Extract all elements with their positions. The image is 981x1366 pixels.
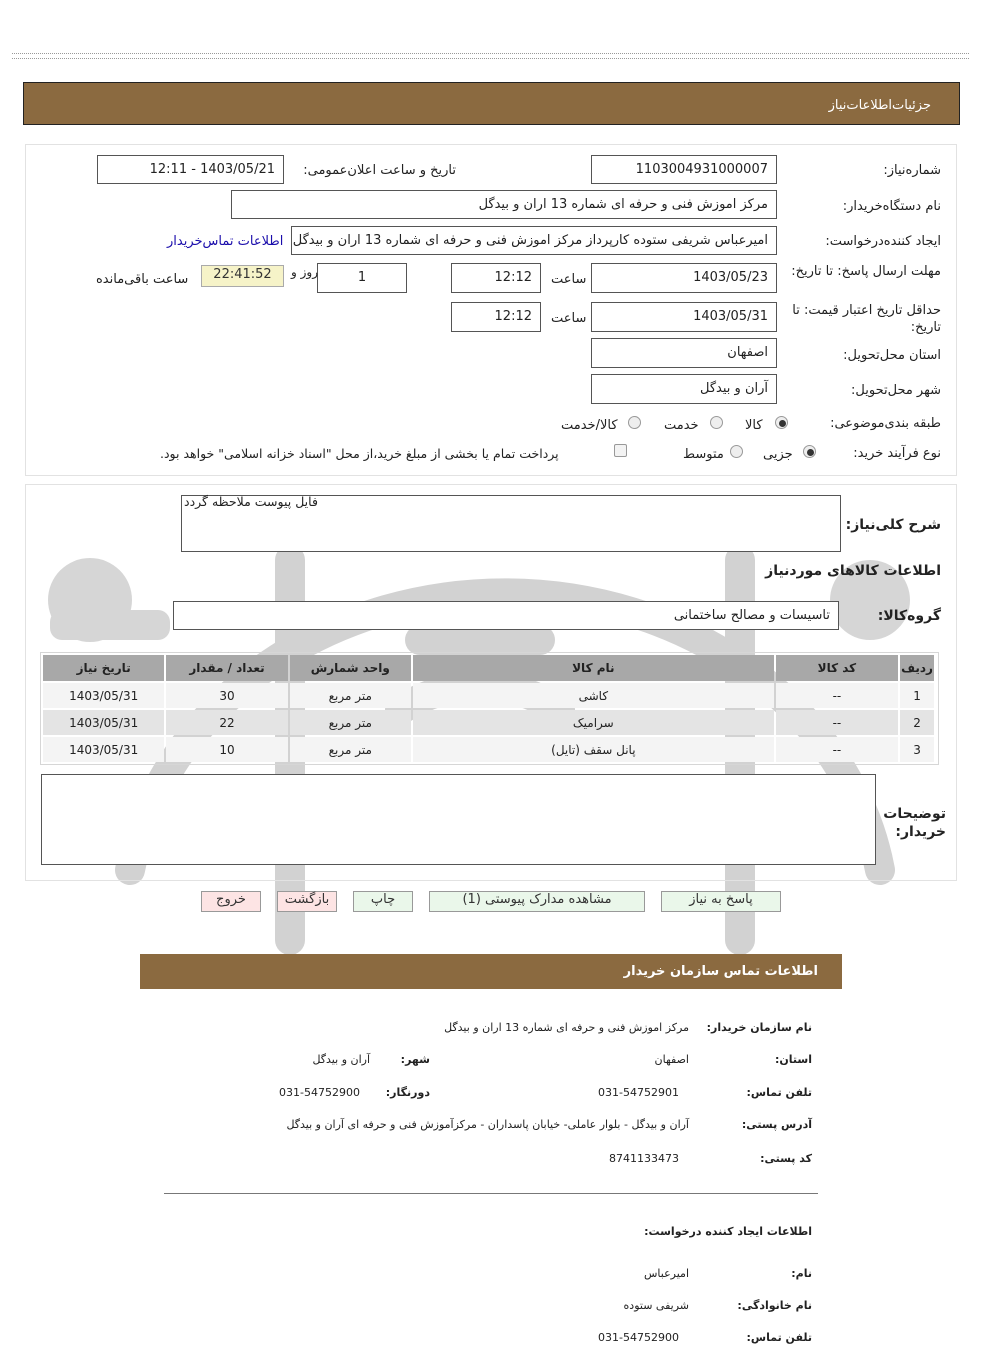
price-validity-time-field: 12:12 [451,302,541,332]
contact-fax-value: 031-54752900 [279,1086,360,1099]
col-need-date: تاریخ نیاز [43,655,164,681]
goods-table-wrapper [40,652,939,765]
contact-address-label: آدرس پستی: [741,1118,812,1131]
goods-table-header [43,655,934,681]
col-goods-name: نام کالا [413,655,774,681]
process-minor-radio[interactable] [803,445,816,458]
quantity-cell: 10 [166,737,287,762]
creator-name-label: نام: [791,1267,812,1280]
contact-phone-value: 031-54752901 [598,1086,679,1099]
view-attachments-button[interactable]: مشاهده مدارک پیوستی (1) [429,891,645,912]
request-creator-field: امیرعباس شریفی ستوده کارپرداز مرکز اموزش فنی و حرفه ای شماره 13 اران و بیدگل [291,226,777,255]
need-date-cell: 1403/05/31 [43,737,164,762]
contact-phone-label: تلفن تماس: [746,1086,812,1099]
goods-code-cell: -- [776,710,898,735]
category-goods-label: کالا [745,418,763,433]
category-goods-service-label: کالا/خدمت [561,418,618,433]
announce-datetime-field: 1403/05/21 - 12:11 [97,155,284,184]
price-validity-time-label: ساعت [551,311,587,326]
reply-deadline-time-label: ساعت [551,272,587,287]
col-goods-code: کد کالا [776,655,898,681]
contact-city-label: شهر: [400,1053,430,1066]
category-goods-service-radio[interactable] [628,416,641,429]
remaining-time-counter: 22:41:52 [201,265,284,287]
category-label: طبقه بندی‌موضوعی: [830,416,941,431]
price-validity-label: حداقل تاریخ اعتبار قیمت: تا تاریخ: [792,303,941,335]
buyer-contact-header [140,954,842,989]
contact-postal-value: 8741133473 [609,1152,679,1165]
buyer-contact-link[interactable]: اطلاعات تماس‌خریدار [167,234,284,249]
unit-cell: متر مربع [290,710,411,735]
table-row [43,710,934,735]
delivery-province-label: استان محل‌تحویل: [843,348,941,363]
delivery-city-label: شهر محل‌تحویل: [851,383,941,398]
remaining-time-label: ساعت باقی‌مانده [96,272,189,287]
row-number-cell: 1 [900,683,934,708]
goods-name-cell: سرامیک [413,710,774,735]
general-description-box [181,495,841,552]
buyer-org-field: مرکز اموزش فنی و حرفه ای شماره 13 اران و بیدگل [231,190,777,219]
print-button[interactable]: چاپ [353,891,413,912]
buyer-notes-label: توضیحات خریدار: [883,806,946,840]
org-name-label: نام سازمان خریدار: [706,1021,812,1034]
buyer-org-label: نام دستگاه‌خریدار: [842,199,941,214]
goods-group-label: گروه‌کالا: [877,608,941,624]
quantity-cell: 22 [166,710,287,735]
price-validity-date-field: 1403/05/31 [591,302,777,332]
process-medium-label: متوسط [683,447,724,462]
contact-province-value: اصفهان [654,1053,689,1066]
reply-button[interactable]: پاسخ به نیاز [661,891,781,912]
col-unit: واحد شمارش [290,655,411,681]
table-row [43,683,934,708]
creator-phone-value: 031-54752900 [598,1331,679,1344]
reply-deadline-date-field: 1403/05/23 [591,263,777,293]
back-button[interactable]: بازگشت [277,891,337,912]
category-service-radio[interactable] [710,416,723,429]
page-header [23,82,960,125]
contact-divider [164,1193,818,1194]
creator-name-value: امیرعباس [644,1267,689,1280]
table-row [43,737,934,762]
days-label: روز و [291,265,318,279]
request-creator-label: ایجاد کننده‌درخواست: [825,234,941,249]
general-description-text: فایل پیوست ملاحظه گردد [184,494,318,509]
page-title: جزئیات‌اطلاعات‌نیاز [828,98,931,113]
reply-deadline-time-field: 12:12 [451,263,541,293]
quantity-cell: 30 [166,683,287,708]
buyer-contact-title: اطلاعات تماس سازمان خریدار [623,964,818,979]
treasury-payment-note: پرداخت تمام یا بخشی از مبلغ خرید،از محل "اسناد خزانه اسلامی" خواهد بود. [160,446,559,461]
remaining-days-field: 1 [317,263,407,293]
creator-family-label: نام خانوادگی: [737,1299,812,1312]
row-number-cell: 2 [900,710,934,735]
contact-postal-label: کد پستی: [760,1152,812,1165]
category-goods-radio[interactable] [775,416,788,429]
creator-info-title: اطلاعات ایجاد کننده درخواست: [644,1225,812,1238]
unit-cell: متر مربع [290,683,411,708]
buyer-notes-box [41,774,876,865]
delivery-province-field: اصفهان [591,338,777,368]
goods-table [41,653,936,764]
contact-province-label: استان: [775,1053,812,1066]
announce-datetime-label: تاریخ و ساعت اعلان‌عمومی: [303,163,456,178]
need-date-cell: 1403/05/31 [43,710,164,735]
need-date-cell: 1403/05/31 [43,683,164,708]
contact-address-value: آران و بیدگل - بلوار عاملی- خیابان پاسداران - مرکزآموزش فنی و حرفه ای آران و بیدگل [286,1118,689,1131]
process-medium-radio[interactable] [730,445,743,458]
unit-cell: متر مربع [290,737,411,762]
exit-button[interactable]: خروج [201,891,261,912]
treasury-payment-checkbox[interactable] [614,444,627,457]
need-number-field: 1103004931000007 [591,155,777,184]
category-service-label: خدمت [664,418,699,433]
general-description-label: شرح کلی‌نیاز: [845,517,941,533]
col-quantity: تعداد / مقدار [166,655,287,681]
org-name-value: مرکز اموزش فنی و حرفه ای شماره 13 اران و بیدگل [444,1021,689,1034]
purchase-process-label: نوع فرآیند خرید: [853,446,941,461]
col-row-number: ردیف [900,655,934,681]
goods-name-cell: کاشی [413,683,774,708]
goods-code-cell: -- [776,683,898,708]
goods-name-cell: پانل سقف (تایل) [413,737,774,762]
goods-group-field: تاسیسات و مصالح ساختمانی [173,601,839,630]
creator-phone-label: تلفن تماس: [746,1331,812,1344]
top-dotted-separator [12,53,969,59]
contact-city-value: آران و بیدگل [312,1053,370,1066]
contact-fax-label: دورنگار: [385,1086,430,1099]
row-number-cell: 3 [900,737,934,762]
reply-deadline-label: مهلت ارسال پاسخ: تا تاریخ: [791,264,941,279]
delivery-city-field: آران و بیدگل [591,374,777,404]
need-number-label: شماره‌نیاز: [883,163,941,178]
goods-code-cell: -- [776,737,898,762]
creator-family-value: شریفی ستوده [623,1299,689,1312]
goods-section-title: اطلاعات کالاهای مورد‌نیاز [765,563,941,579]
process-minor-label: جزیی [763,447,793,462]
